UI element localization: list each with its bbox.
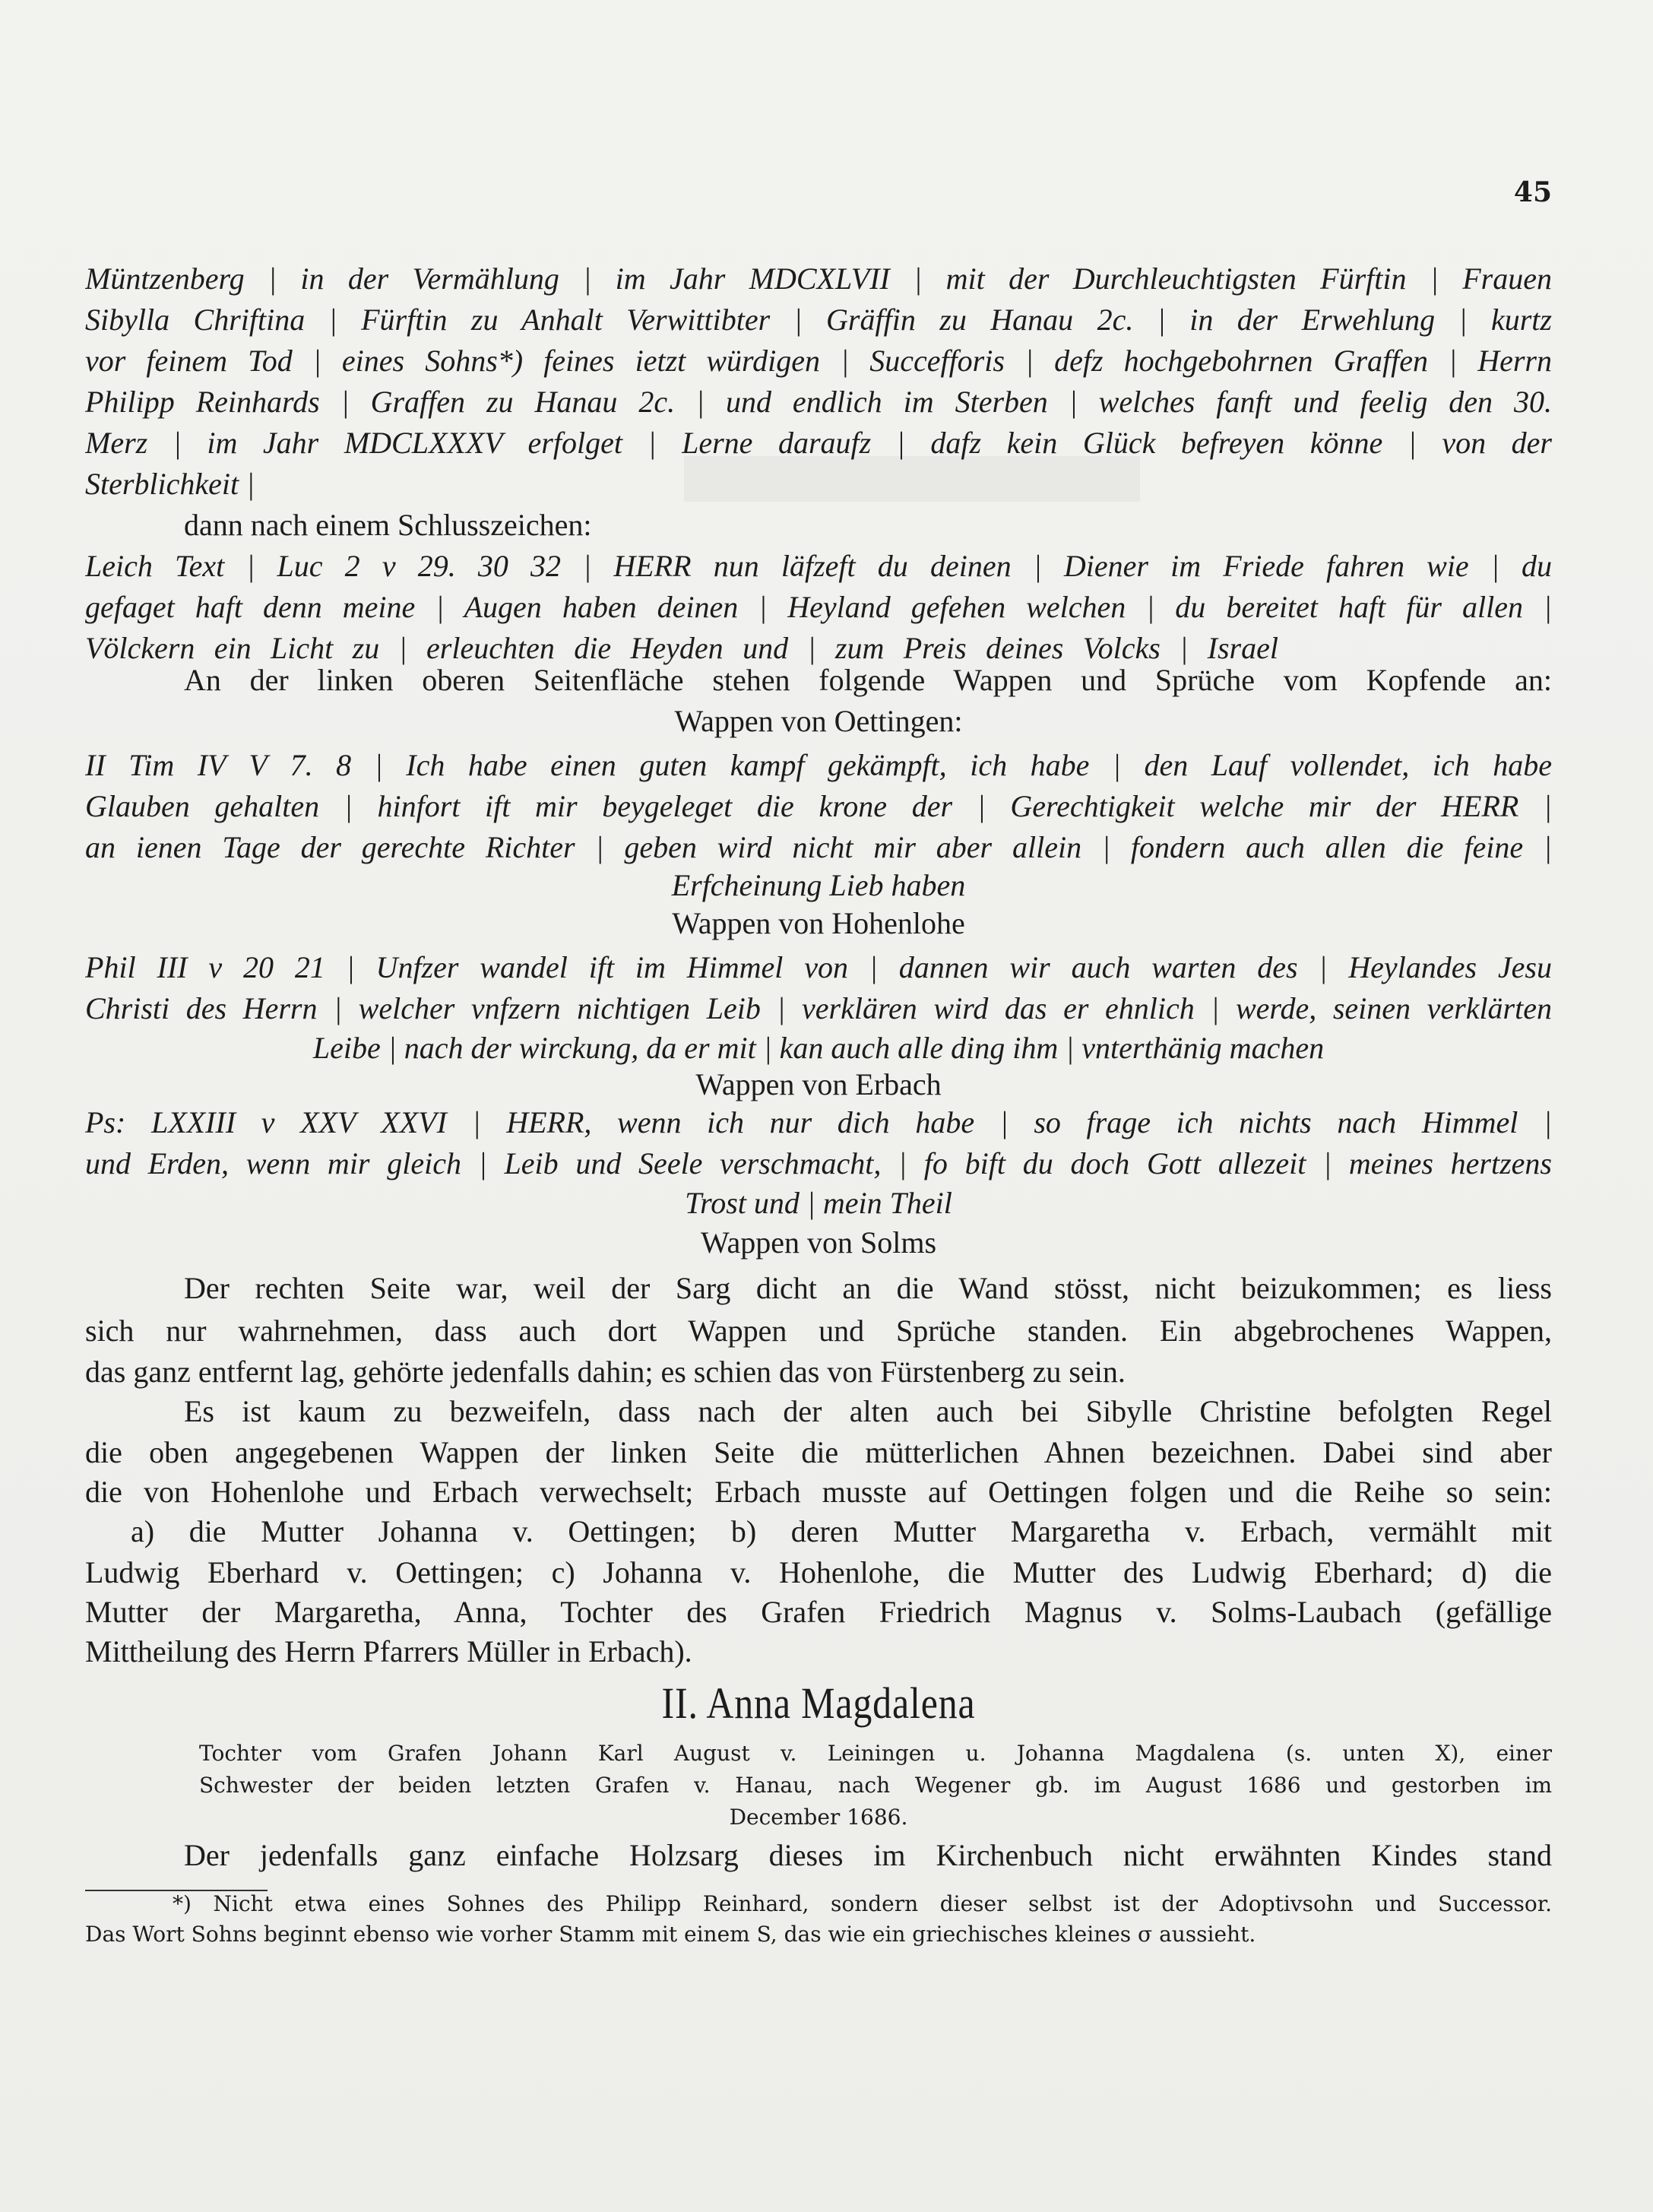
subtitle-line: December 1686.	[729, 1805, 908, 1830]
coat-of-arms-heading: Wappen von Oettingen:	[674, 704, 963, 738]
text-line: Sterblichkeit |	[85, 467, 255, 501]
text-line: gefaget haft denn meine | Augen haben deinen | Heyland gefehen welchen | du bereitet haft für allen |	[85, 590, 1552, 624]
text-line: Der rechten Seite war, weil der Sarg dicht an die Wand stösst, nicht beizukommen; es liess	[184, 1271, 1552, 1305]
text-line: Der jedenfalls ganz einfache Holzsarg dieses im Kirchenbuch nicht erwähnten Kindes stand	[184, 1838, 1552, 1872]
text-line: das ganz entfernt lag, gehörte jedenfalls dahin; es schien das von Fürstenberg zu sein.	[85, 1355, 1126, 1389]
coat-of-arms-heading: Wappen von Solms	[700, 1225, 937, 1260]
text-line: Merz | im Jahr MDCLXXXV erfolget | Lerne daraufz | dafz kein Glück befreyen könne | von der	[85, 426, 1552, 460]
text-line: an ienen Tage der gerechte Richter | geben wird nicht mir aber allein | fondern auch allen die feine |	[85, 830, 1552, 864]
text-line: Glauben gehalten | hinfort ift mir beygeleget die krone der | Gerechtigkeit welche mir der HERR |	[85, 789, 1552, 823]
text-line: die von Hohenlohe und Erbach verwechselt; Erbach musste auf Oettingen folgen und die Reihe so sein:	[85, 1475, 1552, 1509]
coat-of-arms-heading: Wappen von Hohenlohe	[672, 906, 965, 940]
text-line: dann nach einem Schlusszeichen:	[184, 508, 592, 542]
text-line: sich nur wahrnehmen, dass auch dort Wappen und Sprüche standen. Ein abgebrochenes Wappen,	[85, 1314, 1552, 1348]
text-line: Ludwig Eberhard v. Oettingen; c) Johanna v. Hohenlohe, die Mutter des Ludwig Eberhard; d) die	[85, 1555, 1552, 1589]
text-line: Leibe | nach der wirckung, da er mit | kan auch alle ding ihm | vnterthänig machen	[312, 1031, 1325, 1065]
text-line: II Tim IV V 7. 8 | Ich habe einen guten kampf gekämpft, ich habe | den Lauf vollendet, ich habe	[85, 748, 1552, 782]
text-line: Völckern ein Licht zu | erleuchten die Heyden und | zum Preis deines Volcks | Israel	[85, 631, 1278, 665]
text-line: a) die Mutter Johanna v. Oettingen; b) deren Mutter Margaretha v. Erbach, vermählt mit	[131, 1514, 1552, 1548]
subtitle-line: Tochter vom Grafen Johann Karl August v. Leiningen u. Johanna Magdalena (s. unten X), einer	[199, 1741, 1552, 1766]
text-line: Erfcheinung Lieb haben	[671, 868, 966, 902]
text-line: Sibylla Chriftina | Fürftin zu Anhalt Verwittibter | Gräffin zu Hanau 2c. | in der Erwehlung | kurtz	[85, 303, 1552, 337]
text-line: Phil III v 20 21 | Unfzer wandel ift im Himmel von | dannen wir auch warten des | Heylandes Jesu	[85, 950, 1552, 984]
coat-of-arms-heading: Wappen von Erbach	[695, 1067, 942, 1101]
text-line: und Erden, wenn mir gleich | Leib und Seele verschmacht, | fo bift du doch Gott allezeit | meines hertzens	[85, 1146, 1552, 1180]
footnote-line: Das Wort Sohns beginnt ebenso wie vorher Stamm mit einem S, das wie ein griechisches kleines σ aussieht.	[85, 1922, 1256, 1947]
text-line: Müntzenberg | in der Vermählung | im Jahr MDCXLVII | mit der Durchleuchtigsten Fürftin | Frauen	[85, 261, 1552, 296]
text-line: Philipp Reinhards | Graffen zu Hanau 2c. | und endlich im Sterben | welches fanft und feelig den 30.	[85, 385, 1552, 419]
text-line: Es ist kaum zu bezweifeln, dass nach der alten auch bei Sibylle Christine befolgten Regel	[184, 1394, 1552, 1428]
text-line: Trost und | mein Theil	[685, 1186, 952, 1220]
section-heading: II. Anna Magdalena	[661, 1678, 976, 1728]
subtitle-line: Schwester der beiden letzten Grafen v. Hanau, nach Wegener gb. im August 1686 und gestorben im	[199, 1773, 1552, 1798]
text-line: Ps: LXXIII v XXV XXVI | HERR, wenn ich nur dich habe | so frage ich nichts nach Himmel |	[85, 1105, 1552, 1139]
text-line: An der linken oberen Seitenfläche stehen folgende Wappen und Sprüche vom Kopfende an:	[184, 663, 1552, 697]
footnote-line: *) Nicht etwa eines Sohnes des Philipp Reinhard, sondern dieser selbst ist der Adoptivsohn und Successor.	[173, 1891, 1552, 1916]
text-line: Christi des Herrn | welcher vnfzern nichtigen Leib | verklären wird das er ehnlich | werde, seinen verklärten	[85, 991, 1552, 1025]
page-number: 45	[1513, 176, 1552, 208]
text-line: Mutter der Margaretha, Anna, Tochter des Grafen Friedrich Magnus v. Solms-Laubach (gefällige	[85, 1595, 1552, 1629]
text-line: die oben angegebenen Wappen der linken Seite die mütterlichen Ahnen bezeichnen. Dabei sind aber	[85, 1435, 1552, 1469]
text-line: vor feinem Tod | eines Sohns*) feines ietzt würdigen | Succefforis | defz hochgebohrnen Graffen | Herrn	[85, 344, 1552, 378]
text-line: Leich Text | Luc 2 v 29. 30 32 | HERR nun läfzeft du deinen | Diener im Friede fahren wie | du	[85, 549, 1552, 583]
text-line: Mittheilung des Herrn Pfarrers Müller in Erbach).	[85, 1634, 692, 1669]
